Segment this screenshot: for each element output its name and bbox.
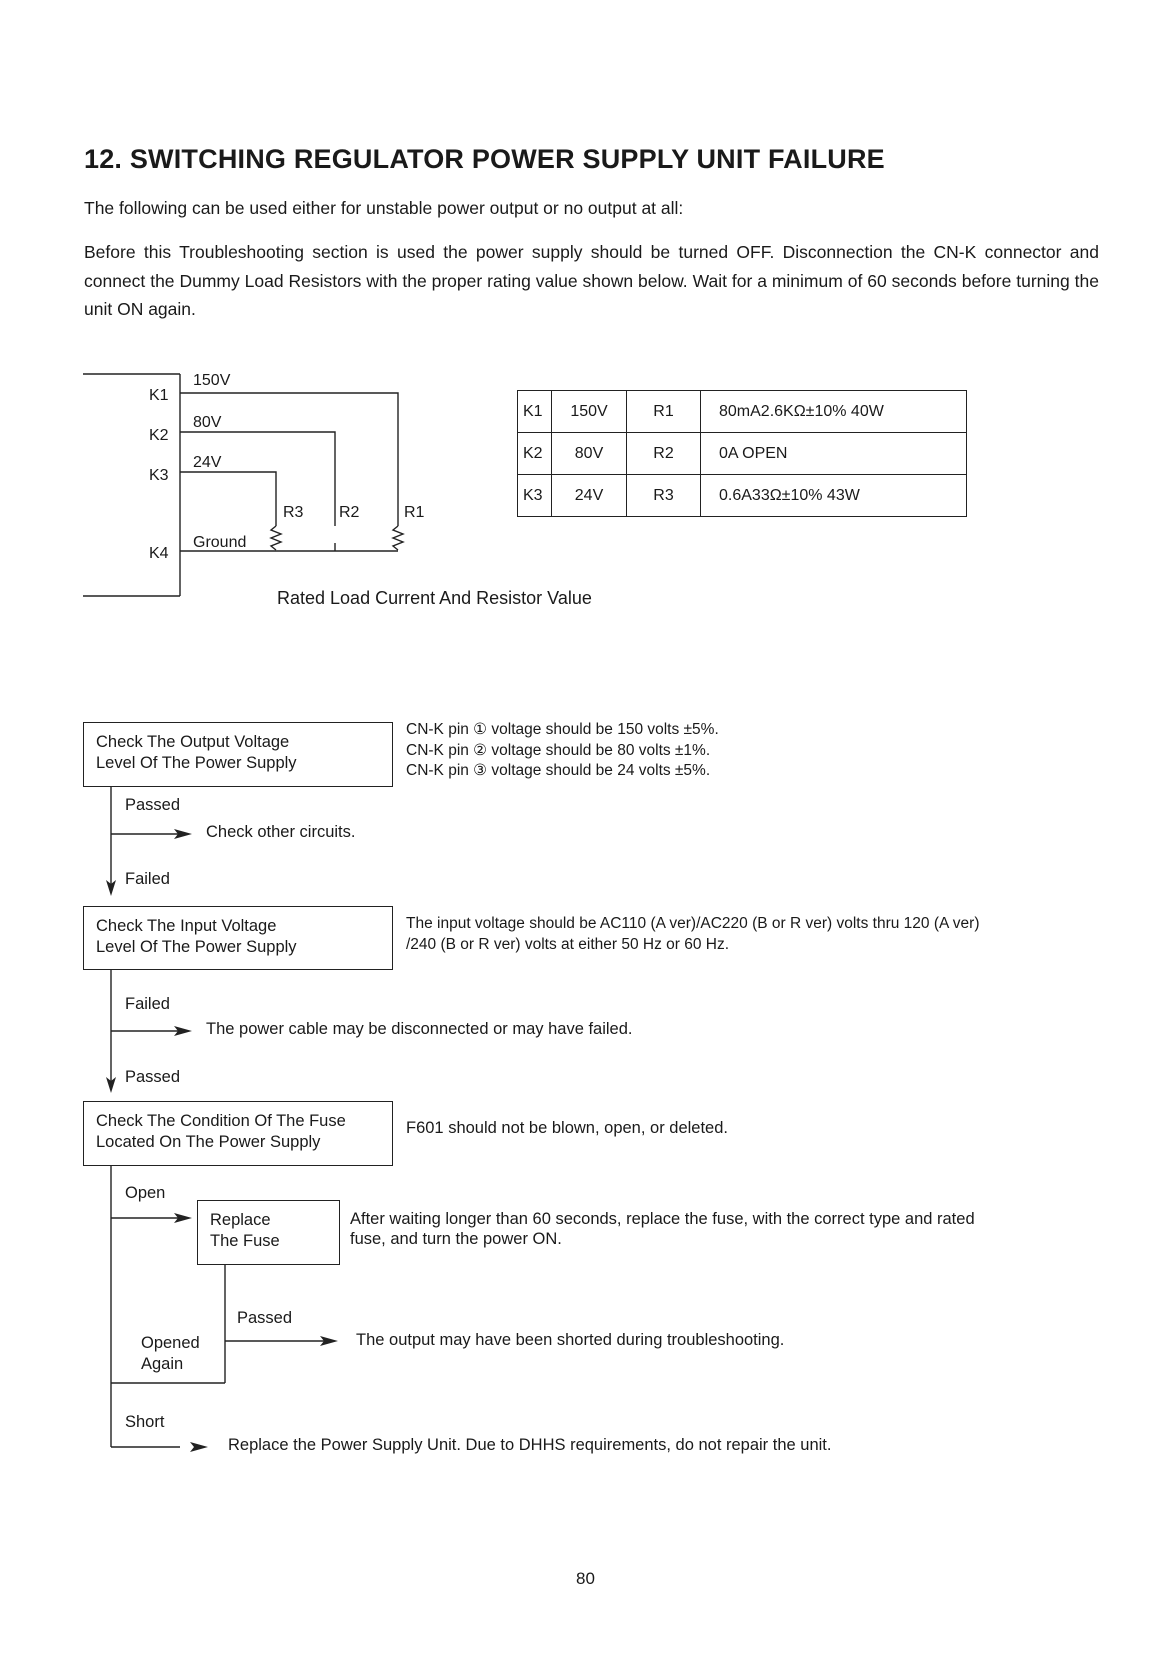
resistor-r3-label: R3 [283, 504, 304, 521]
resistor-r2-label: R2 [339, 504, 360, 521]
step3-short-label: Short [125, 1413, 165, 1431]
fuse-note: F601 should not be blown, open, or deleted. [406, 1119, 728, 1137]
note-line: After waiting longer than 60 seconds, replace the fuse, with the correct type and rated [350, 1210, 975, 1228]
step2-failed-label: Failed [125, 995, 170, 1013]
box-line: Check The Input Voltage [96, 917, 277, 935]
label-line: Opened [141, 1334, 200, 1352]
table-cell: 24V [552, 475, 627, 517]
intro-text: The following can be used either for unstable power output or no output at all: [84, 198, 684, 218]
table-cell: 150V [552, 391, 627, 433]
note-line: CN-K pin ① voltage should be 150 volts ±5%. [406, 721, 719, 738]
pin-k1-label: K1 [149, 387, 169, 404]
table-cell: R1 [627, 391, 701, 433]
table-cell: K2 [518, 433, 552, 475]
box-line: Check The Output Voltage [96, 733, 290, 751]
step1-failed-label: Failed [125, 870, 170, 888]
table-row [518, 391, 967, 433]
box-line: Level Of The Power Supply [96, 754, 297, 772]
voltage-150-label: 150V [193, 372, 231, 389]
page-title: 12. SWITCHING REGULATOR POWER SUPPLY UNIT FAILURE [84, 144, 885, 174]
step2-passed-label: Passed [125, 1068, 181, 1086]
check-input-voltage-box [83, 906, 393, 970]
output-voltage-notes [406, 720, 719, 782]
table-cell: R2 [627, 433, 701, 475]
replace-fuse-notes [350, 1209, 975, 1249]
rating-table [517, 390, 967, 517]
box-line: The Fuse [210, 1232, 280, 1250]
pin-k3-label: K3 [149, 467, 169, 484]
table-cell: K3 [518, 475, 552, 517]
box-line: Replace [210, 1211, 271, 1229]
table-cell: 0A OPEN [701, 433, 967, 475]
table-row [518, 433, 967, 475]
note-line: fuse, and turn the power ON. [350, 1230, 562, 1248]
pin-k4-label: K4 [149, 545, 169, 562]
step3-open-label: Open [125, 1184, 166, 1202]
page-number: 80 [576, 1569, 595, 1588]
input-voltage-notes [406, 914, 980, 955]
note-line: The input voltage should be AC110 (A ver)/AC220 (B or R ver) volts thru 120 (A ver) [406, 915, 980, 932]
step3-passed-result: The output may have been shorted during troubleshooting. [356, 1331, 785, 1349]
note-line: /240 (B or R ver) volts at either 50 Hz or 60 Hz. [406, 935, 730, 953]
table-cell: K1 [518, 391, 552, 433]
table-cell: 80mA2.6KΩ±10% 40W [701, 391, 967, 433]
step3-passed-label: Passed [237, 1309, 293, 1327]
step1-passed-label: Passed [125, 796, 181, 814]
table-row [518, 475, 967, 517]
table-cell: 0.6A33Ω±10% 43W [701, 475, 967, 517]
table-cell: 80V [552, 433, 627, 475]
instructions-text: Before this Troubleshooting section is used the power supply should be turned OFF. Disconnection the CN-K connector and connect the Dummy Load Resistors with the proper rating value shown below. Wait for a minimum of 60 seconds before turning the unit ON again. [84, 242, 1099, 319]
table-cell: R3 [627, 475, 701, 517]
box-line: Level Of The Power Supply [96, 938, 297, 956]
voltage-24-label: 24V [193, 454, 222, 471]
voltage-80-label: 80V [193, 414, 222, 431]
note-line: CN-K pin ② voltage should be 80 volts ±1%. [406, 741, 711, 759]
check-fuse-box [83, 1101, 393, 1166]
pin-k2-label: K2 [149, 427, 169, 444]
opened-again-label [141, 1333, 200, 1375]
step3-short-result: Replace the Power Supply Unit. Due to DHHS requirements, do not repair the unit. [228, 1436, 832, 1454]
ground-label: Ground [193, 534, 247, 551]
replace-fuse-box [197, 1200, 340, 1265]
step2-failed-result: The power cable may be disconnected or may have failed. [206, 1020, 633, 1038]
box-line: Located On The Power Supply [96, 1133, 321, 1151]
table-caption: Rated Load Current And Resistor Value [277, 588, 592, 608]
label-line: Again [141, 1355, 184, 1373]
box-line: Check The Condition Of The Fuse [96, 1112, 346, 1130]
resistor-r1-label: R1 [404, 504, 425, 521]
check-output-voltage-box [83, 722, 393, 787]
step1-passed-result: Check other circuits. [206, 823, 356, 841]
note-line: CN-K pin ③ voltage should be 24 volts ±5%. [406, 762, 711, 779]
